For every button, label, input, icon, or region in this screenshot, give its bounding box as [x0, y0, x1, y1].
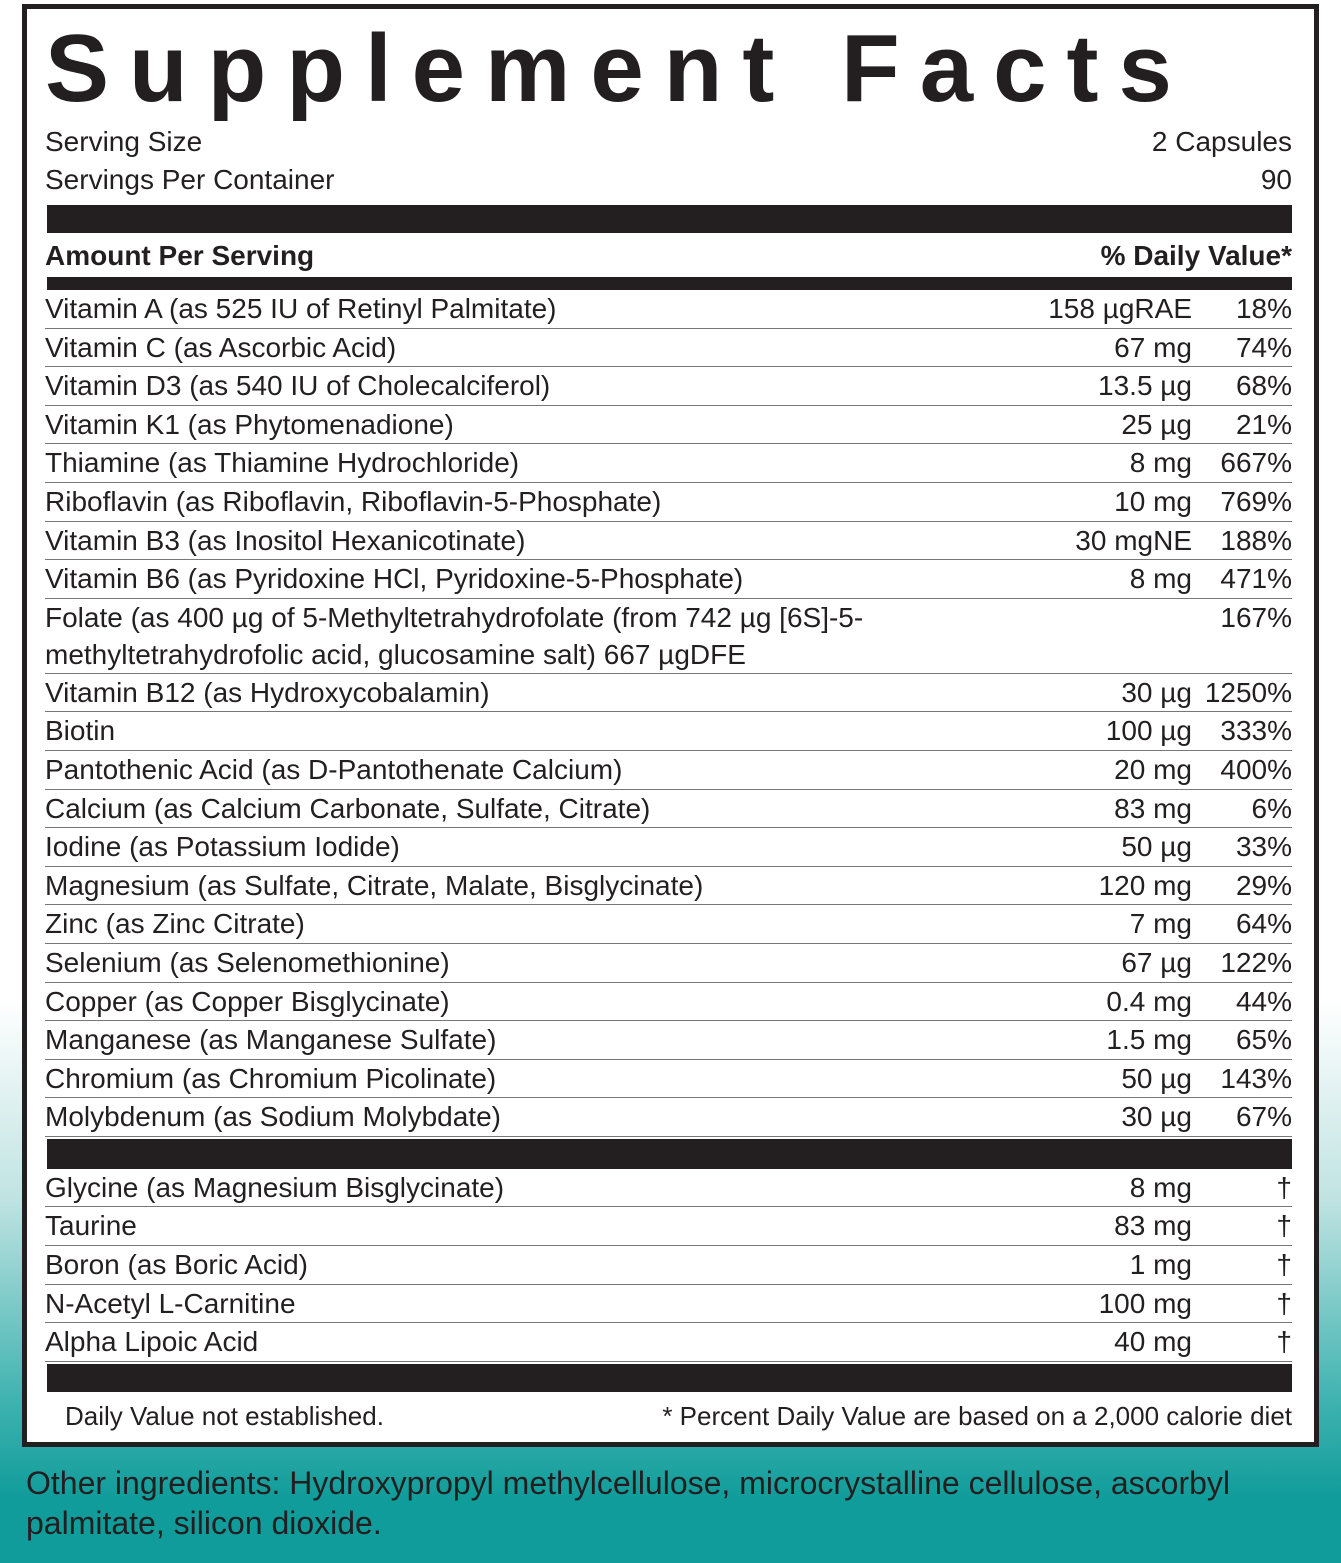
nutrient-amount: 1 mg	[1129, 1249, 1192, 1281]
serving-size-row	[45, 123, 1292, 161]
nutrient-amount: 120 mg	[1098, 869, 1192, 901]
nutrient-amount: 13.5 µg	[1098, 370, 1192, 402]
table-row	[45, 522, 1292, 561]
nutrient-name: Alpha Lipoic Acid	[45, 1326, 259, 1358]
nutrient-name: Iodine (as Potassium Iodide)	[45, 831, 400, 863]
nutrient-daily-value: 6%	[1251, 792, 1292, 824]
table-row	[45, 983, 1292, 1022]
nutrient-daily-value: 471%	[1220, 563, 1292, 595]
nutrient-name: Taurine	[45, 1210, 137, 1242]
nutrient-amount: 83 mg	[1114, 1210, 1192, 1242]
footnote-star: * Percent Daily Value are based on a 2,000 calorie diet	[662, 1400, 1292, 1431]
nutrient-name: Magnesium (as Sulfate, Citrate, Malate, Bisglycinate)	[45, 869, 704, 901]
nutrient-daily-value: 143%	[1220, 1062, 1292, 1094]
servings-per-container-row	[45, 161, 1292, 199]
nutrient-daily-value: 67%	[1235, 1101, 1292, 1133]
nutrient-name: Vitamin B3 (as Inositol Hexanicotinate)	[45, 524, 526, 556]
thick-divider	[47, 205, 1292, 233]
nutrient-name: N-Acetyl L-Carnitine	[45, 1287, 296, 1319]
table-row	[45, 290, 1292, 329]
nutrient-name: Zinc (as Zinc Citrate)	[45, 908, 305, 940]
nutrient-daily-value: 64%	[1235, 908, 1292, 940]
nutrient-daily-value: 33%	[1235, 831, 1292, 863]
table-row	[45, 867, 1292, 906]
nutrient-name: Manganese (as Manganese Sulfate)	[45, 1024, 497, 1056]
nutrient-daily-value: 400%	[1220, 753, 1292, 785]
nutrient-amount: 100 µg	[1105, 715, 1192, 747]
nutrient-amount: 83 mg	[1114, 792, 1192, 824]
nutrient-name: Vitamin K1 (as Phytomenadione)	[45, 408, 454, 440]
nutrient-daily-value: 29%	[1235, 869, 1292, 901]
nutrient-amount: 1.5 mg	[1106, 1024, 1192, 1056]
nutrient-amount: 7 mg	[1129, 908, 1192, 940]
thick-divider	[47, 1139, 1292, 1169]
nutrient-daily-value: 769%	[1220, 485, 1292, 517]
nutrient-amount: 40 mg	[1114, 1326, 1192, 1358]
nutrient-amount: 8 mg	[1129, 1171, 1192, 1203]
nutrient-daily-value: 667%	[1220, 447, 1292, 479]
table-row	[45, 905, 1292, 944]
nutrient-daily-value: †	[1276, 1287, 1292, 1319]
nutrient-name: Molybdenum (as Sodium Molybdate)	[45, 1101, 501, 1133]
nutrient-daily-value: 333%	[1220, 715, 1292, 747]
nutrient-amount: 50 µg	[1121, 1062, 1192, 1094]
nutrient-daily-value: †	[1276, 1326, 1292, 1358]
nutrient-amount: 67 mg	[1114, 331, 1192, 363]
nutrient-name: Boron (as Boric Acid)	[45, 1249, 308, 1281]
serving-size-value: 2 Capsules	[1151, 126, 1292, 157]
nutrient-daily-value: 68%	[1235, 370, 1292, 402]
nutrient-amount: 30 mgNE	[1075, 524, 1192, 556]
nutrient-amount: 30 µg	[1121, 676, 1192, 708]
other-ingredient-list	[45, 1169, 1292, 1362]
nutrient-name: Riboflavin (as Riboflavin, Riboflavin-5-Phosphate)	[45, 485, 662, 517]
nutrient-daily-value: 65%	[1235, 1024, 1292, 1056]
nutrient-daily-value: †	[1276, 1249, 1292, 1281]
nutrient-daily-value: †	[1276, 1171, 1292, 1203]
supplement-facts-label	[22, 4, 1319, 1447]
nutrient-amount: 25 µg	[1121, 408, 1192, 440]
nutrient-amount: 50 µg	[1121, 831, 1192, 863]
table-row	[45, 1285, 1292, 1324]
table-row	[45, 1098, 1292, 1137]
nutrient-daily-value: 21%	[1235, 408, 1292, 440]
medium-divider	[47, 277, 1292, 290]
table-row	[45, 444, 1292, 483]
table-row	[45, 406, 1292, 445]
nutrient-amount: 8 mg	[1129, 563, 1192, 595]
nutrient-amount: 67 µg	[1121, 946, 1192, 978]
nutrient-name: Calcium (as Calcium Carbonate, Sulfate, Citrate)	[45, 792, 651, 824]
amount-header: Amount Per Serving	[45, 240, 315, 271]
table-row	[45, 828, 1292, 867]
nutrient-amount: 0.4 mg	[1106, 985, 1192, 1017]
nutrient-amount: 158 µgRAE	[1048, 293, 1192, 324]
table-row	[45, 1021, 1292, 1060]
table-row	[45, 1323, 1292, 1362]
thick-divider	[47, 1364, 1292, 1392]
nutrient-daily-value: †	[1276, 1210, 1292, 1242]
serving-size-label: Serving Size	[45, 126, 203, 157]
header-row	[45, 237, 1292, 275]
nutrient-amount: 100 mg	[1098, 1287, 1192, 1319]
nutrient-name: Vitamin D3 (as 540 IU of Cholecalciferol)	[45, 370, 551, 402]
nutrient-name: Biotin	[45, 715, 116, 747]
nutrient-name: Chromium (as Chromium Picolinate)	[45, 1062, 497, 1094]
table-row	[45, 1207, 1292, 1246]
table-row	[45, 599, 1292, 674]
footnotes	[45, 1392, 1292, 1434]
table-row	[45, 944, 1292, 983]
nutrient-name: Vitamin C (as Ascorbic Acid)	[45, 331, 397, 363]
table-row	[45, 1246, 1292, 1285]
footnote-dagger: Daily Value not established.	[65, 1400, 384, 1431]
nutrient-amount: 30 µg	[1121, 1101, 1192, 1133]
nutrient-list	[45, 290, 1292, 1137]
table-row	[45, 483, 1292, 522]
nutrient-name: Folate (as 400 µg of 5-Methyltetrahydrofolate (from 742 µg [6S]-5-methyltetrahydrofolic acid, glucosamine salt) 667 µgDFE	[45, 601, 864, 670]
nutrient-amount: 10 mg	[1114, 485, 1192, 517]
servings-value: 90	[1260, 164, 1292, 195]
table-row	[45, 674, 1292, 713]
label-title: Supplement Facts	[45, 15, 1192, 122]
table-row	[45, 751, 1292, 790]
other-ingredients: Other ingredients: Hydroxypropyl methylcellulose, microcrystalline cellulose, ascorbyl palmitate, silicon dioxide.	[26, 1464, 1231, 1541]
nutrient-daily-value: 122%	[1220, 946, 1292, 978]
nutrient-amount: 8 mg	[1129, 447, 1192, 479]
nutrient-daily-value: 1250%	[1204, 676, 1292, 708]
nutrient-amount: 20 mg	[1114, 753, 1192, 785]
nutrient-name: Copper (as Copper Bisglycinate)	[45, 985, 450, 1017]
table-row	[45, 790, 1292, 829]
nutrient-name: Vitamin A (as 525 IU of Retinyl Palmitate)	[45, 293, 557, 324]
dv-header: % Daily Value*	[1100, 240, 1292, 271]
table-row	[45, 367, 1292, 406]
nutrient-name: Vitamin B6 (as Pyridoxine HCl, Pyridoxine-5-Phosphate)	[45, 563, 744, 595]
servings-label: Servings Per Container	[45, 164, 335, 195]
nutrient-daily-value: 18%	[1235, 293, 1292, 324]
table-row	[45, 1169, 1292, 1208]
table-row	[45, 712, 1292, 751]
nutrient-name: Selenium (as Selenomethionine)	[45, 946, 450, 978]
nutrient-daily-value: 167%	[1220, 601, 1292, 633]
nutrient-daily-value: 44%	[1235, 985, 1292, 1017]
nutrient-name: Glycine (as Magnesium Bisglycinate)	[45, 1171, 505, 1203]
table-row	[45, 1060, 1292, 1099]
nutrient-name: Pantothenic Acid (as D-Pantothenate Calcium)	[45, 753, 623, 785]
table-row	[45, 329, 1292, 368]
nutrient-name: Thiamine (as Thiamine Hydrochloride)	[45, 447, 520, 479]
nutrient-daily-value: 188%	[1220, 524, 1292, 556]
nutrient-name: Vitamin B12 (as Hydroxycobalamin)	[45, 676, 490, 708]
table-row	[45, 560, 1292, 599]
nutrient-daily-value: 74%	[1235, 331, 1292, 363]
